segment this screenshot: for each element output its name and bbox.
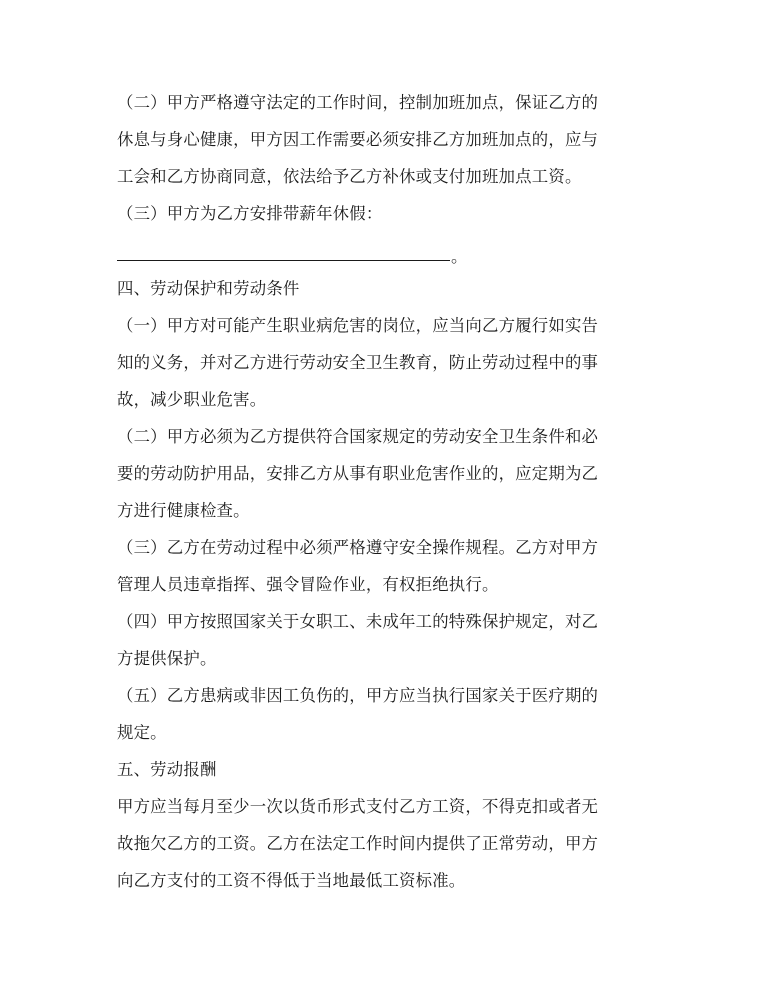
blank-underline	[117, 260, 450, 261]
paragraph-line: （二）甲方必须为乙方提供符合国家规定的劳动安全卫生条件和必	[117, 427, 599, 446]
paragraph-line: 管理人员违章指挥、强令冒险作业，有权拒绝执行。	[117, 575, 499, 594]
paragraph-line: 要的劳动防护用品，安排乙方从事有职业危害作业的，应定期为乙	[117, 464, 599, 483]
paragraph-line: 知的义务，并对乙方进行劳动安全卫生教育，防止劳动过程中的事	[117, 353, 599, 372]
fill-in-blank	[117, 246, 477, 268]
paragraph-line: 故拖欠乙方的工资。乙方在法定工作时间内提供了正常劳动，甲方	[117, 834, 599, 853]
section-heading: 四、劳动保护和劳动条件	[117, 279, 300, 298]
paragraph-line: 向乙方支付的工资不得低于当地最低工资标准。	[117, 871, 466, 890]
blank-period: 。	[451, 247, 468, 266]
paragraph-line: （四）甲方按照国家关于女职工、未成年工的特殊保护规定，对乙	[117, 612, 599, 631]
paragraph-line: 工会和乙方协商同意，依法给予乙方补休或支付加班加点工资。	[117, 167, 582, 186]
paragraph-line: 甲方应当每月至少一次以货币形式支付乙方工资，不得克扣或者无	[117, 797, 599, 816]
paragraph-line: （五）乙方患病或非因工负伤的，甲方应当执行国家关于医疗期的	[117, 686, 599, 705]
paragraph-line: （二）甲方严格遵守法定的工作时间，控制加班加点，保证乙方的	[117, 93, 599, 112]
paragraph-line: 规定。	[117, 723, 167, 742]
paragraph-line: 方进行健康检查。	[117, 501, 250, 520]
section-heading: 五、劳动报酬	[117, 760, 217, 779]
paragraph-line: 故，减少职业危害。	[117, 390, 267, 409]
paragraph-line: （三）乙方在劳动过程中必须严格遵守安全操作规程。乙方对甲方	[117, 538, 599, 557]
paragraph-line: 休息与身心健康，甲方因工作需要必须安排乙方加班加点的，应与	[117, 130, 599, 149]
paragraph-line: （一）甲方对可能产生职业病危害的岗位，应当向乙方履行如实告	[117, 316, 599, 335]
paragraph-line: （三）甲方为乙方安排带薪年休假：	[117, 204, 383, 223]
paragraph-line: 方提供保护。	[117, 649, 217, 668]
